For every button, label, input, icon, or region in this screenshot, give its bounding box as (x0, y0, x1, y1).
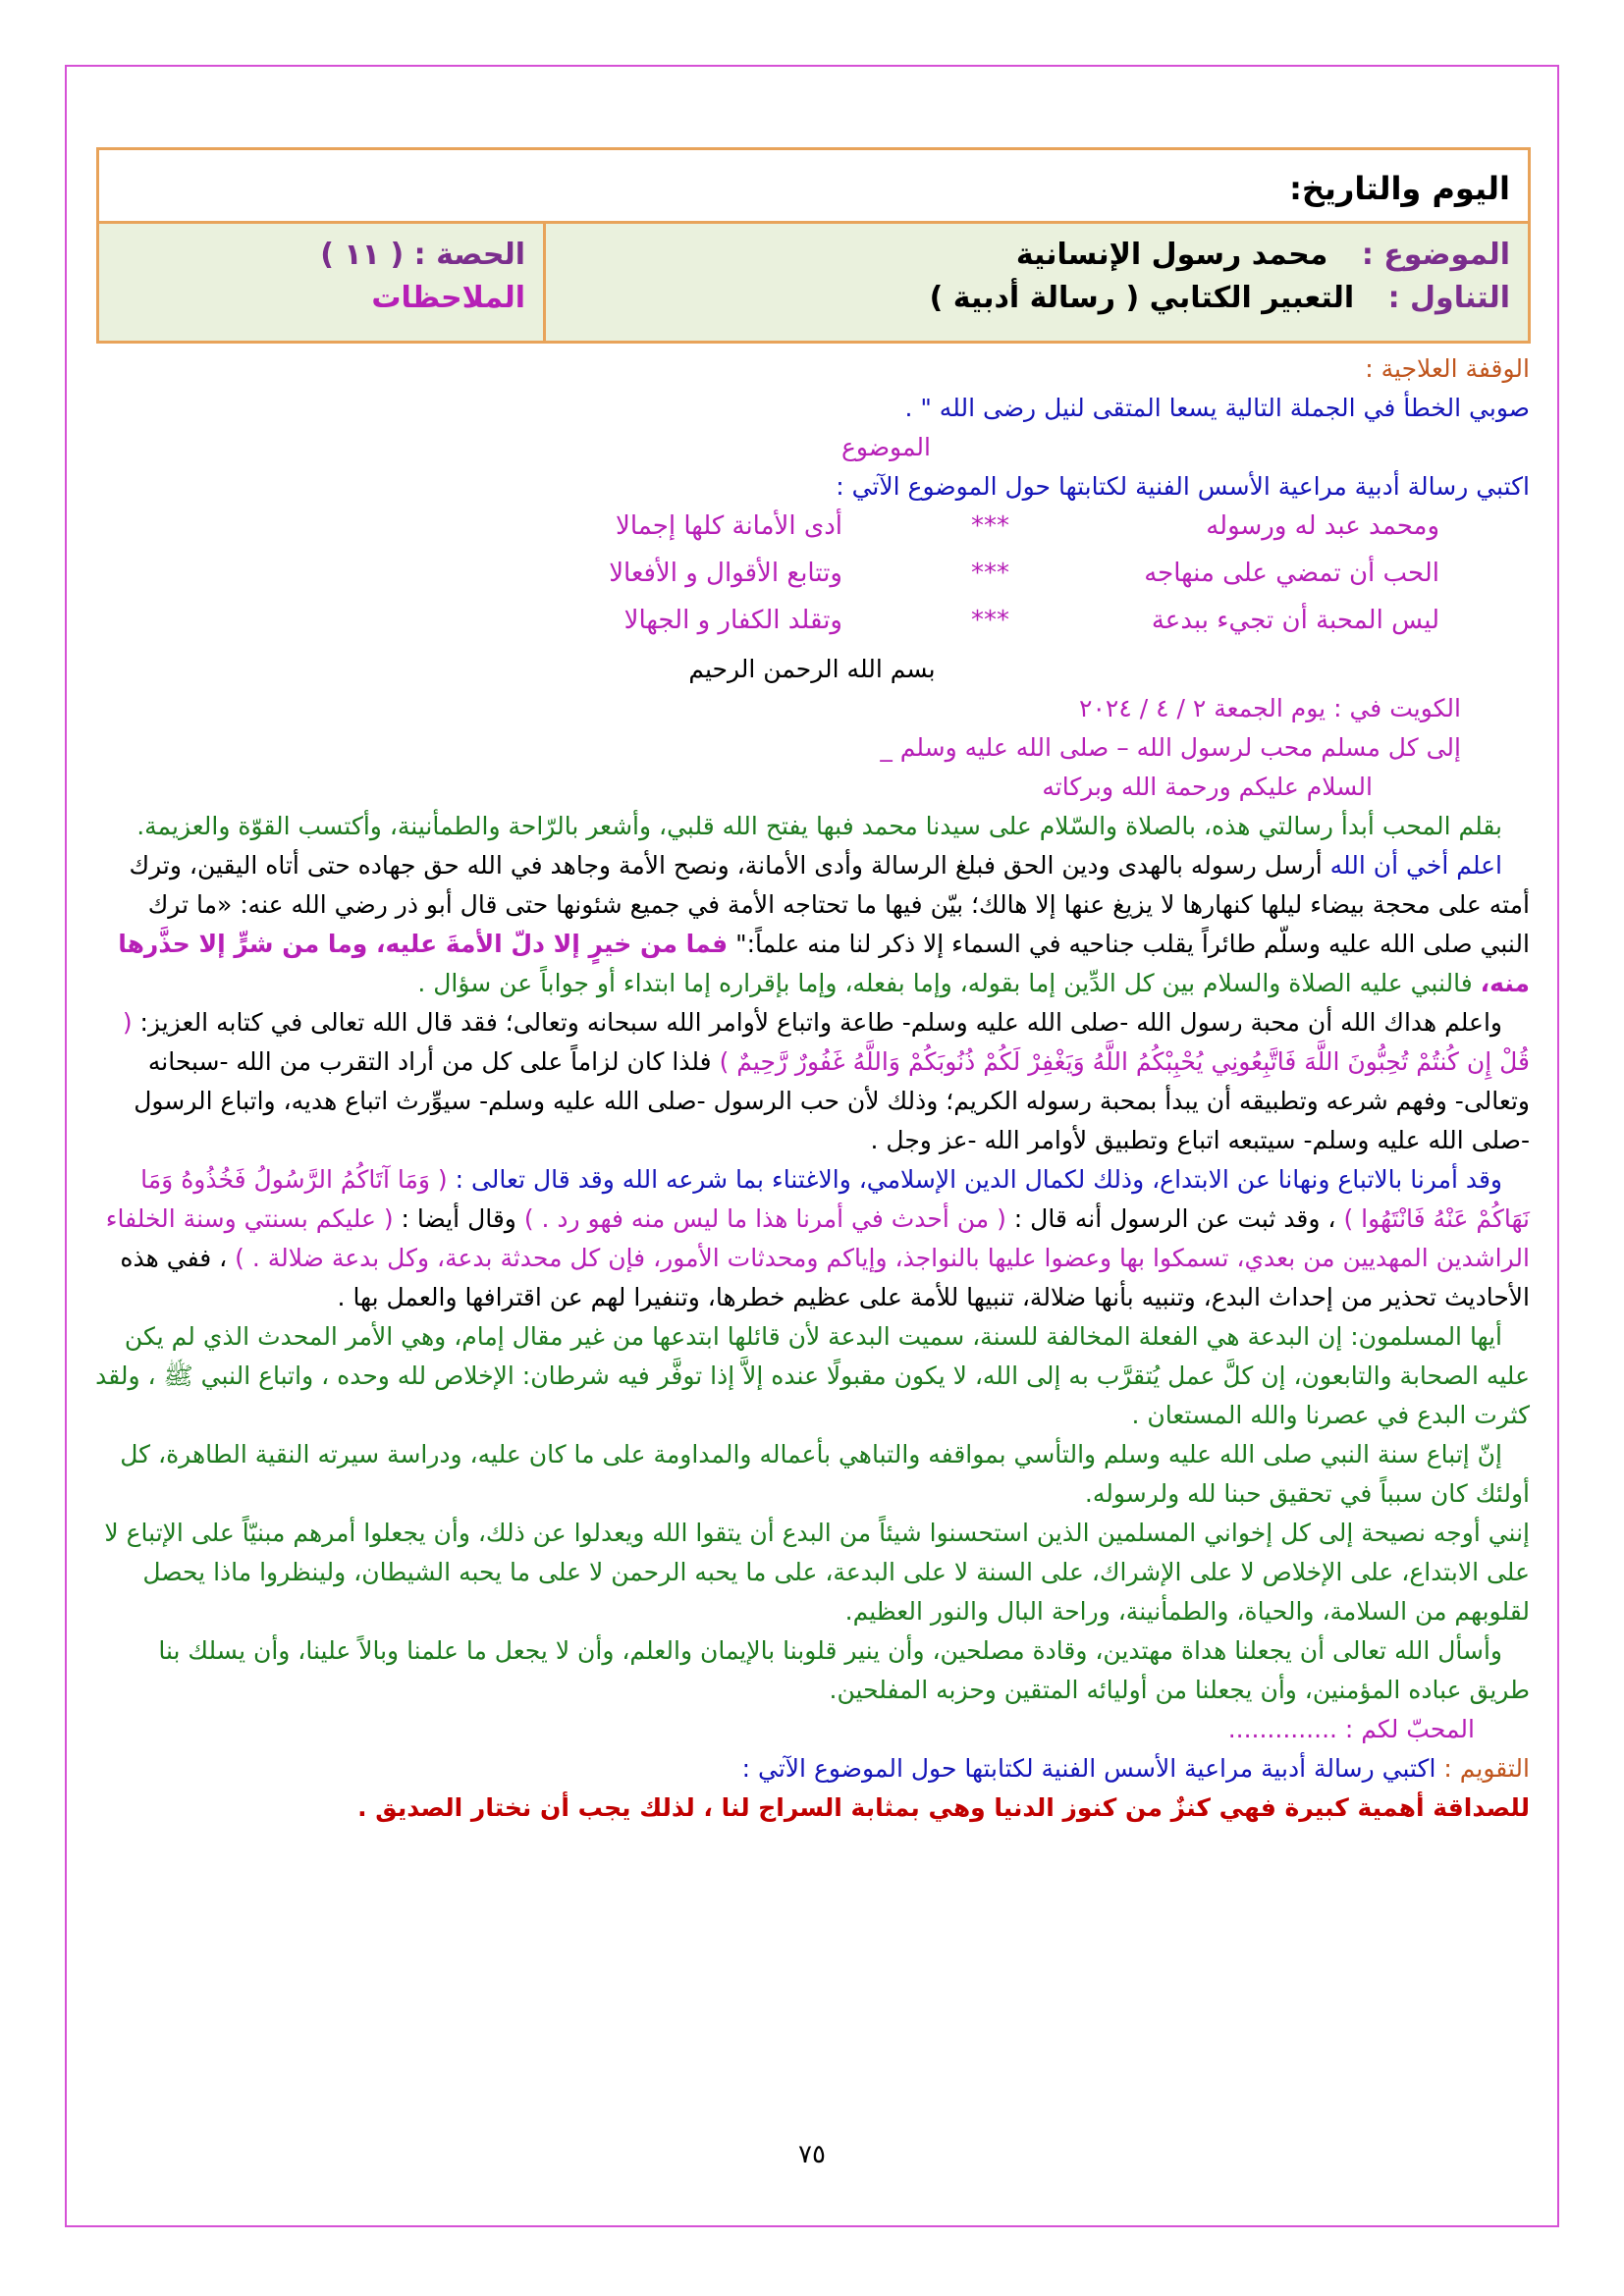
approach-value: التعبير الكتابي ( رسالة أدبية ) (929, 281, 1355, 315)
poem-separator: *** (971, 511, 1009, 541)
para3-text-end: فلذا كان لزاماً على كل من أراد التقرب من الله -سبحانه وتعالى- وفهم شرعه وتطبيقه أن يبدأ بمحبة رسوله الكريم؛ وذلك لأن حب الرسول -صلى الله عليه وسلم- سيوِّرث اتباع هديه، واتباع الرسول -صلى الله عليه وسلم- سيتبعه اتباع وتطبيق لأوامر الله -عز وجل . (134, 1047, 1530, 1154)
poem-line (94, 601, 1530, 648)
date-cell (98, 149, 1530, 223)
session-value: ( ١١ ) (320, 238, 405, 272)
session-label: الحصة : (413, 238, 526, 272)
approach-label: التناول : (1387, 281, 1511, 315)
poem-line (94, 507, 1530, 554)
poem-hemistich-right: ليس المحبة أن تجيء ببدعة (1151, 606, 1439, 635)
paragraph-love (94, 1003, 1530, 1160)
notes-label: الملاحظات (371, 281, 526, 315)
para3-text: واعلم هداك الله أن محبة رسول الله -صلى الله عليه وسلم- طاعة واتباع لأوامر الله سبحانه وتعالى؛ فقد قال الله تعالى في كتابه العزيز: (132, 1008, 1502, 1037)
para2-opening: اعلم أخي أن الله (1329, 851, 1502, 880)
topic-word: الموضوع (841, 433, 931, 461)
quran-verse: ( وَمَا آتَاكُمُ الرَّسُولُ فَخُذُوهُ وَمَا نَهَاكُمْ عَنْهُ فَانْتَهُوا ) (140, 1165, 1530, 1233)
poem-hemistich-left: أدى الأمانة كلها إجمالا (616, 511, 842, 541)
poem-line (94, 554, 1530, 601)
paragraph-innovation: أيها المسلمون: إن البدعة هي الفعلة المخالفة للسنة، سميت البدعة لأن قائلها ابتدعها من غير مقال إمام، وهي الأمر المحدث الذي لم يكن عليه الصحابة والتابعون، إن كلَّ عمل يُتقرَّب به إلى الله، لا يكون مقبولًا عنده إلاَّ إذا توفَّر فيه شرطان: الإخلاص لله وحده ، واتباع النبي ﷺ ، ولقد كثرت البدع في عصرنا والله المستعان . (95, 1322, 1530, 1429)
para4-text: وقال أيضا : (393, 1204, 524, 1233)
hadith-quote: ( من أحدث في أمرنا هذا ما ليس منه فهو رد . ) (523, 1204, 1006, 1233)
topic-label: الموضوع : (1361, 238, 1511, 272)
poem-hemistich-right: الحب أن تمضي على منهاجه (1144, 559, 1439, 588)
paragraph-prayer: وأسأل الله تعالى أن يجعلنا هداة مهتدين، وقادة مصلحين، وأن ينير قلوبنا بالإيمان والعلم، وأن لا يجعل ما علمنا وبالاً علينا، وأن يسلك بنا طريق عباده المؤمنين، وأن يجعلنا من أوليائه المتقين وحزبه المفلحين. (158, 1636, 1530, 1704)
topic-cell (545, 223, 1530, 343)
remedial-title: الوقفة العلاجية : (1365, 354, 1530, 383)
para2-text-end: فالنبي عليه الصلاة والسلام بين كل الدِّين إما بقوله، وإما بفعله، وإما بإقراره إما ابتداء أو جواباً عن سؤال . (417, 969, 1481, 997)
evaluation-label: التقويم : (1435, 1754, 1530, 1783)
poem-separator: *** (971, 559, 1009, 588)
lesson-header-table (96, 147, 1531, 344)
evaluation-text: اكتبي رسالة أدبية مراعية الأسس الفنية لكتابتها حول الموضوع الآتي : (741, 1754, 1436, 1783)
para2-text: أرسل رسوله بالهدى ودين الحق فبلغ الرسالة وأدى الأمانة، ونصح الأمة وجاهد في الله حق جهاده حتى أتاه اليقين، وترك أمته على محجة بيضاء ليلها كنهارها لا يزيغ عنها إلا هالك؛ بيّن فيها ما تحتاجه الأمة في جميع شئونها حتى قال أبو ذر رضي الله عنه: «ما ترك النبي صلى الله عليه وسلّم طائراً يقلب جناحيه في السماء إلا ذكر لنا منه علماً:" (129, 851, 1530, 958)
topic-value: محمد رسول الإنسانية (1015, 238, 1328, 272)
paragraph-intro: بقلم المحب أبدأ رسالتي هذه، بالصلاة والسّلام على سيدنا محمد فبها يفتح الله قلبي، وأشعر بالرّاحة والطمأنينة، وأكتسب القوّة والعزيمة. (136, 812, 1502, 840)
para4-text: ، وقد ثبت عن الرسول أنه قال : (1005, 1204, 1344, 1233)
quran-verse: ( قُلْ إِن كُنتُمْ تُحِبُّونَ اللَّهَ فَاتَّبِعُونِي يُحْبِبْكُمُ اللَّهُ وَيَغْفِرْ لَكُمْ ذُنُوبَكُمْ وَاللَّهُ غَفُورٌ رَّحِيمٌ ) (122, 1008, 1530, 1076)
poem-hemistich-right: ومحمد عبد له ورسوله (1206, 511, 1439, 541)
paragraph-prophet (94, 846, 1530, 1003)
paragraph-follow (94, 1160, 1530, 1317)
paragraph-sunnah: إنّ إتباع سنة النبي صلى الله عليه وسلم والتأسي بمواقفه والتباهي بأعماله والمداومة على ما كان عليه، ودراسة سيرته النقية الطاهرة، كل أولئك كان سبباً في تحقيق حبنا لله ولرسوله. (120, 1440, 1530, 1508)
poem-hemistich-left: وتقلد الكفار و الجهالا (623, 606, 842, 635)
correct-line: صوبي الخطأ في الجملة التالية يسعا المتقى لنيل رضى الله " . (904, 394, 1530, 422)
letter-signature: المحبّ لكم : .............. (1227, 1715, 1475, 1743)
page-number: ٧٥ (798, 2140, 826, 2169)
basmala: بسم الله الرحمن الرحيم (688, 655, 936, 683)
paragraph-advice: إنني أوجه نصيحة إلى كل إخواني المسلمين الذين استحسنوا شيئاً من البدع أن يتقوا الله ويعدلوا عن ذلك، وأن يجعلوا أمرهم مبنيّاً على الإتباع لا على الابتداع، على الإخلاص لا على الإشراك، على السنة لا على البدعة، على ما يحبه الرحمن لا على ما يحبه الشيطان، ولينظروا ماذا يحصل لقلوبهم من السلامة، والحياة، والطمأنينة، وراحة البال والنور العظيم. (104, 1519, 1530, 1626)
letter-greeting: السلام عليكم ورحمة الله وبركاته (1042, 773, 1373, 801)
date-label: اليوم والتاريخ: (1289, 170, 1511, 207)
evaluation-task (94, 1749, 1530, 1789)
evaluation-topic: للصداقة أهمية كبيرة فهي كنزٌ من كنوز الدنيا وهي بمثابة السراج لنا ، لذلك يجب أن نختار الصديق . (357, 1793, 1530, 1822)
poem-hemistich-left: وتتابع الأقوال و الأفعالا (609, 559, 842, 588)
hadith-quote: ( عليكم بسنتي وسنة الخلفاء الراشدين المهديين من بعدي، تسمكوا بها وعضوا عليها بالنواجذ، وإياكم ومحدثات الأمور، فإن كل محدثة بدعة، وكل بدعة ضلالة . ) (105, 1204, 1530, 1272)
lesson-content (94, 349, 1530, 1828)
para4-text-end: ، ففي هذه الأحاديث تحذير من إحداث البدع، وتنبيه بأنها ضلالة، تنبيها للأمة على عظيم خطرها، وتنفيرا لهم عن اقترافها والعمل بها . (120, 1244, 1530, 1311)
letter-recipient: إلى كل مسلم محب لرسول الله – صلى الله عليه وسلم _ (880, 733, 1461, 762)
letter-date: الكويت في : يوم الجمعة ٢ / ٤ / ٢٠٢٤ (1079, 694, 1461, 722)
poem-separator: *** (971, 606, 1009, 635)
session-cell (98, 223, 545, 343)
writing-task: اكتبي رسالة أدبية مراعية الأسس الفنية لكتابتها حول الموضوع الآتي : (836, 472, 1530, 501)
para4-text: وقد أمرنا بالاتباع ونهانا عن الابتداع، وذلك لكمال الدين الإسلامي، والاغتناء بما شرعه الله وقد قال تعالى : (447, 1165, 1502, 1194)
hadith-quote: فما من خيرٍ إلا دلّ الأمةَ عليه، وما من شرٍّ إلا حذَّرها منه، (118, 930, 1530, 997)
